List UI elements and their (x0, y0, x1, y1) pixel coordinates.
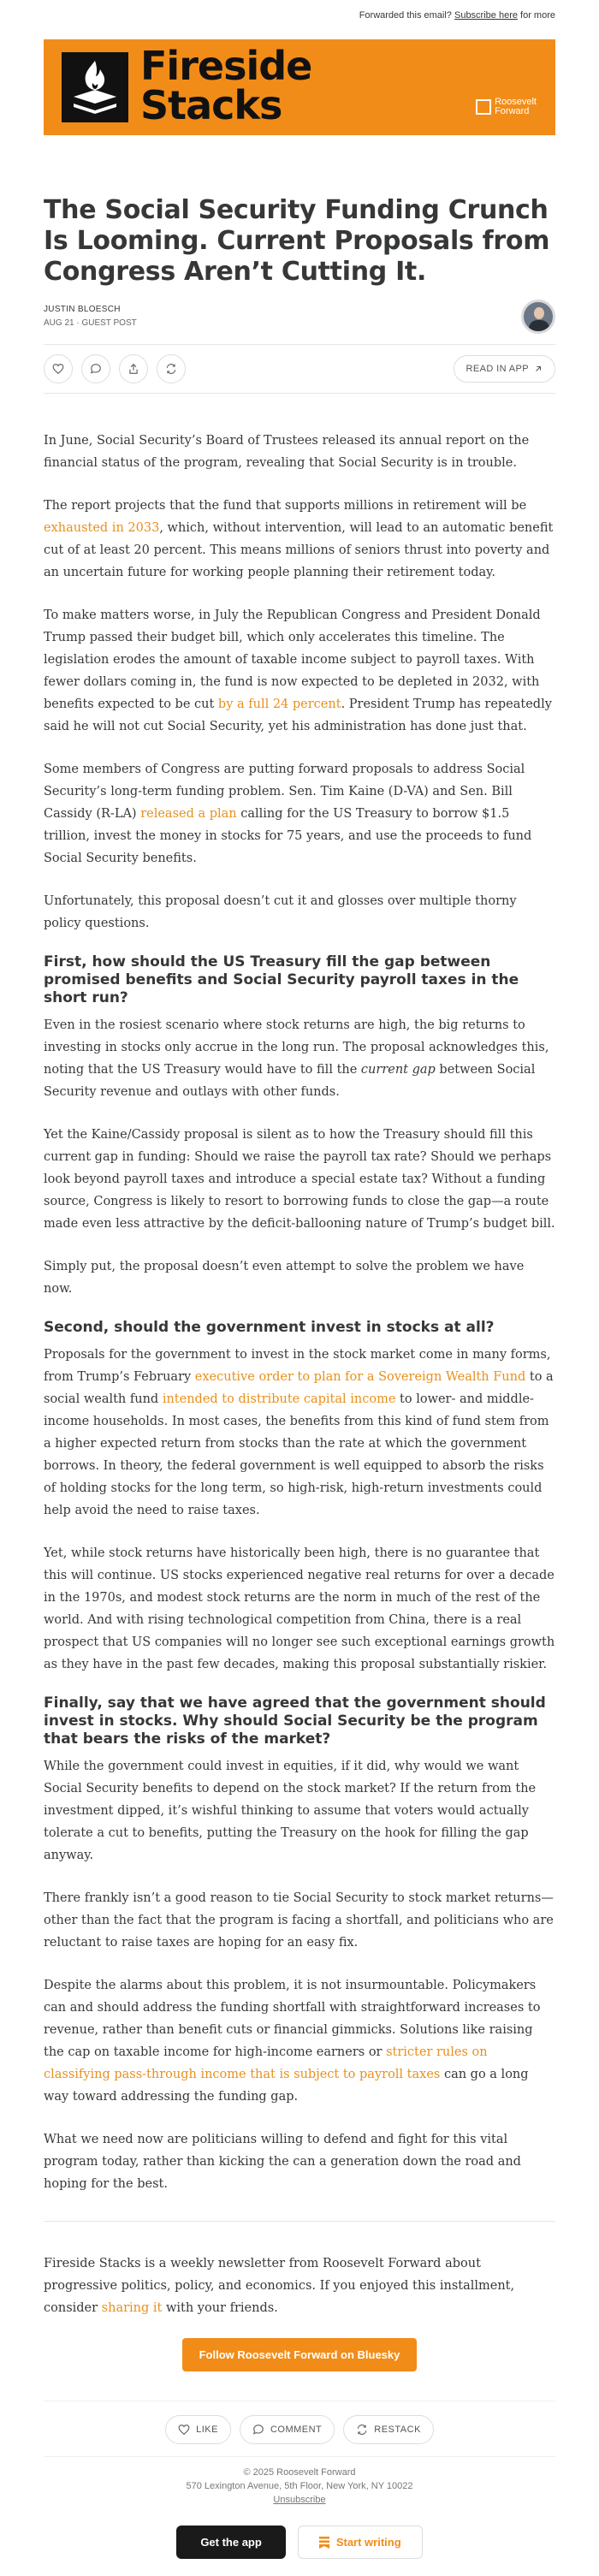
partner-line1: Roosevelt (495, 97, 537, 107)
comment-icon (252, 2424, 264, 2436)
divider (44, 2221, 555, 2222)
brand-line2: Stacks (140, 82, 282, 128)
partner-logo (476, 98, 537, 116)
address: 570 Lexington Avenue, 5th Floor, New York, NY 10022 (186, 2481, 413, 2491)
read-in-app-button[interactable] (454, 355, 555, 383)
paragraph: Yet the Kaine/Cassidy proposal is silent as to how the Treasury should fill this current gap in funding: Should we raise the payroll tax rate? Should we perhaps look beyond payroll taxes and introduce a special estate tax? Without a funding source, Congress is likely to resort to borrowing funds to close the gap—a route made even less attractive by the deficit-ballooning nature of Trump’s budget bill. (44, 1128, 555, 1231)
paragraph: Even in the rosiest scenario where stock returns are high, the big returns to investing in stocks only accrue in the long run. The proposal acknowledges this, noting that the US Treasury would have to fill the current gap between Social Security revenue and outlays with other funds. (44, 1018, 549, 1099)
paragraph: Proposals for the government to invest in the stock market come in many forms, from Trump’s February executive order to plan for a Sovereign Wealth Fund to a social wealth fund intended to distribute capital income to lower- and middle-income households. In most cases, the benefits from this kind of fund stem from a higher expected return from stocks than the rate at which the government borrows. In theory, the federal government is well equipped to absorb the risks of holding stocks for the long term, so high-risk, high-return investments could help avoid the need to raise taxes. (44, 1348, 554, 1517)
start-writing-button[interactable] (298, 2526, 423, 2559)
forward-text: Forwarded this email? (359, 10, 454, 21)
author-avatar[interactable] (521, 300, 555, 334)
paragraph: To make matters worse, in July the Republican Congress and President Donald Trump passed their budget bill, which only accelerates this timeline. The legislation erodes the amount of taxable income subject to payroll taxes. With fewer dollars coming in, the fund is now expected to be depleted in 2032, with benefits expected to be cut by a full 24 percent. President Trump has repeatedly said he will not cut Social Security, yet his administration has done just that. (44, 608, 552, 733)
brand-line1: Fireside (140, 43, 312, 89)
partner-line2: Forward (495, 106, 530, 116)
post-title[interactable]: The Social Security Funding Crunch Is Looming. Current Proposals from Congress Aren’t Cutting It. (44, 195, 550, 287)
newsletter-note: Fireside Stacks is a weekly newsletter from Roosevelt Forward about progressive politics, policy, and economics. If you enjoyed this installment, consider sharing it with your friends. (44, 2257, 515, 2315)
section-heading: Second, should the government invest in stocks at all? (44, 1319, 495, 1336)
post-date: AUG 21 · GUEST POST (44, 318, 137, 328)
executive-order-link[interactable]: executive order to plan for a Sovereign Wealth Fund (194, 1370, 526, 1384)
share-icon[interactable] (119, 354, 148, 383)
exhausted-link[interactable]: exhausted in 2033 (44, 521, 160, 535)
bookmark-icon (319, 2537, 329, 2549)
forward-notice (0, 0, 599, 33)
like-button[interactable] (165, 2415, 231, 2444)
pass-through-link[interactable]: stricter rules on classifying pass-through income that is subject to payroll taxes (44, 2045, 488, 2081)
paragraph: Unfortunately, this proposal doesn’t cut it and glosses over multiple thorny policy questions. (44, 894, 517, 930)
unsubscribe-link[interactable]: Unsubscribe (273, 2495, 326, 2505)
like-label: LIKE (196, 2425, 218, 2435)
footer-actions (44, 2401, 555, 2444)
capital-income-link[interactable]: intended to distribute capital income (162, 1392, 396, 1406)
restack-icon[interactable] (157, 354, 186, 383)
paragraph: Yet, while stock returns have historically been high, there is no guarantee that this will continue. US stocks experienced negative real returns for over a decade in the 1970s, and modest stock returns are the norm in much of the rest of the world. And with rising technological competition from China, there is a real prospect that US companies will no longer see such exceptional earnings growth as they have in the past few decades, making this proposal substantially riskier. (44, 1546, 555, 1671)
forward-text-end: for more (517, 10, 555, 21)
read-in-app-label: READ IN APP (466, 364, 529, 374)
restack-label: RESTACK (374, 2425, 421, 2435)
arrow-up-right-icon (534, 365, 543, 373)
paragraph: Despite the alarms about this problem, it is not insurmountable. Policymakers can and should address the funding shortfall with straightforward increases to revenue, rather than benefit cuts or financial gimmicks. Solutions like raising the cap on taxable income for high-income earners or stricter rules on classifying pass-through income that is subject to payroll taxes can go a long way toward addressing the funding gap. (44, 1979, 541, 2104)
restack-icon (356, 2424, 368, 2436)
post-actions (44, 344, 555, 394)
subscribe-link[interactable]: Subscribe here (454, 10, 518, 21)
heart-icon[interactable] (44, 354, 73, 383)
paragraph: Some members of Congress are putting forward proposals to address Social Security’s long-term funding problem. Sen. Tim Kaine (D-VA) and Sen. Bill Cassidy (R-LA) released a plan calling for the US Treasury to borrow $1.5 trillion, invest the money in stocks for 75 years, and use the proceeds to fund Social Security benefits. (44, 763, 532, 865)
newsletter-banner[interactable] (44, 39, 555, 135)
roosevelt-forward-icon (476, 99, 491, 115)
section-heading: Finally, say that we have agreed that the government should invest in stocks. Why should Social Security be the program that bears the risks of the market? (44, 1695, 546, 1748)
heart-icon (178, 2424, 190, 2436)
restack-button[interactable] (343, 2415, 434, 2444)
app-buttons (44, 2526, 555, 2576)
paragraph: Simply put, the proposal doesn’t even attempt to solve the problem we have now. (44, 1260, 525, 1296)
paragraph: While the government could invest in equities, if it did, why would we want Social Security benefits to depend on the stock market? If the return from the investment dipped, it’s wishful thinking to assume that voters would actually tolerate a cut to benefits, putting the Treasury on the hook for filling the gap anyway. (44, 1760, 537, 1862)
article-body (44, 430, 555, 2195)
paragraph: What we need now are politicians willing to defend and fight for this vital program today, rather than kicking the can a generation down the road and hoping for the best. (44, 2133, 521, 2191)
follow-bluesky-button[interactable]: Follow Roosevelt Forward on Bluesky (182, 2338, 418, 2371)
released-plan-link[interactable]: released a plan (140, 807, 237, 821)
paragraph: In June, Social Security’s Board of Trustees released its annual report on the financial status of the program, revealing that Social Security is in trouble. (44, 434, 530, 470)
start-writing-label: Start writing (335, 2536, 401, 2549)
author-name[interactable]: JUSTIN BLOESCH (44, 305, 121, 314)
sharing-link[interactable]: sharing it (101, 2301, 163, 2315)
byline (44, 300, 555, 334)
get-app-button[interactable]: Get the app (176, 2526, 286, 2559)
section-heading: First, how should the US Treasury fill the gap between promised benefits and Social Security payroll taxes in the short run? (44, 953, 519, 1006)
legal-footer (44, 2456, 555, 2507)
paragraph: There frankly isn’t a good reason to tie Social Security to stock market returns—other than the fact that the program is facing a shortfall, and politicians who are reluctant to raise taxes are hoping for an easy fix. (44, 1891, 554, 1950)
benefit-cut-link[interactable]: by a full 24 percent (217, 697, 341, 711)
comment-icon[interactable] (81, 354, 110, 383)
paragraph: The report projects that the fund that supports millions in retirement will be exhausted in 2033, which, without intervention, will lead to an automatic benefit cut of at least 20 percent. This means millions of seniors thrust into poverty and an uncertain future for working people planning their retirement today. (44, 499, 554, 579)
comment-label: COMMENT (270, 2425, 323, 2435)
flame-stack-icon (62, 52, 128, 122)
copyright: © 2025 Roosevelt Forward (243, 2467, 356, 2478)
comment-button[interactable] (240, 2415, 335, 2444)
brand-name (140, 43, 312, 128)
